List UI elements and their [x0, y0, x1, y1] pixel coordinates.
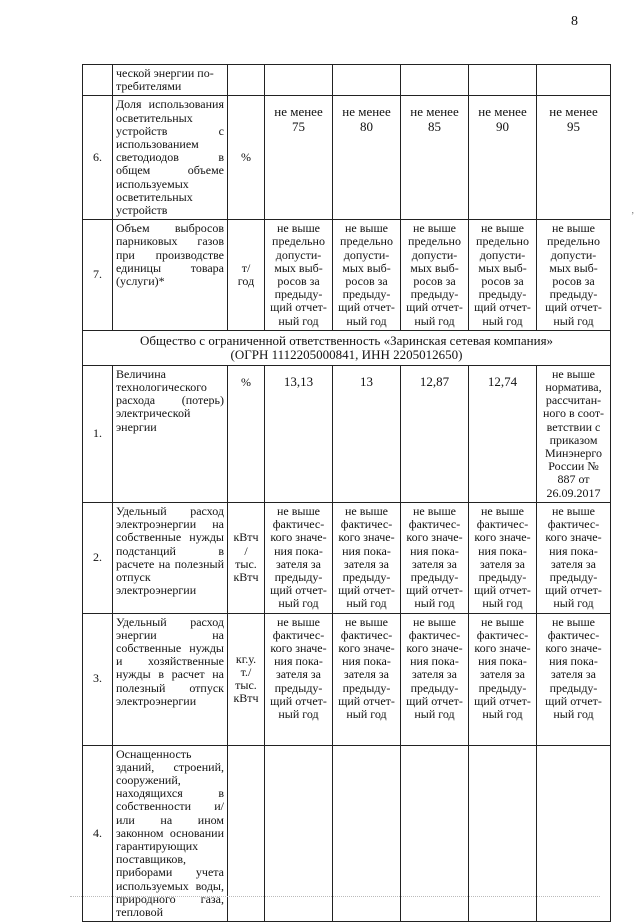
- target-value: не выше предельно допусти- мых выб- росов за предыду- щий отчет- ный год: [265, 220, 333, 331]
- cell-value: [469, 65, 537, 96]
- indicator-name: ческой энергии по- требителями: [113, 65, 228, 96]
- indicators-table: [82, 64, 611, 922]
- row-number: 6.: [83, 96, 113, 220]
- target-value: не выше фактичес- кого значе- ния пока- зателя за предыду- щий отчет- ный год: [537, 502, 611, 613]
- target-value: не выше фактичес- кого значе- ния пока- зателя за предыду- щий отчет- ный год: [469, 613, 537, 745]
- organization-header-row: [83, 330, 611, 365]
- indicator-name: Оснащенность зданий, строений, сооружений, находящихся в собственности и/ или на ином законном основании гарантирующих поставщиков, приборами учета используемых воды, природного газа, тепловой: [113, 745, 228, 922]
- cell-value: [333, 65, 401, 96]
- target-value: не выше фактичес- кого значе- ния пока- зателя за предыду- щий отчет- ный год: [333, 613, 401, 745]
- row-number: 2.: [83, 502, 113, 613]
- organization-ids: (ОГРН 1112205000841, ИНН 2205012650): [230, 346, 463, 362]
- indicator-name: Доля использования осветительных устройств с использованием светодиодов в общем объеме используемых осветительных устройств: [113, 96, 228, 220]
- page-edge-line: [70, 896, 600, 897]
- table-row-continuation: [83, 65, 611, 96]
- target-value: не выше норматива, рассчитан- ного в соот- ветствии с приказом Минэнерго России № 887 от 26.09.2017: [537, 365, 611, 502]
- target-value: не выше фактичес- кого значе- ния пока- зателя за предыду- щий отчет- ный год: [265, 502, 333, 613]
- row-number: 4.: [83, 745, 113, 922]
- target-value: не менее 85: [401, 96, 469, 220]
- target-value: не менее 95: [537, 96, 611, 220]
- target-value: не выше фактичес- кого значе- ния пока- зателя за предыду- щий отчет- ный год: [401, 502, 469, 613]
- row-number: 7.: [83, 220, 113, 331]
- indicator-name: Удельный расход энергии на собственные нужды и хозяйственные нужды в расчет на полезный отпуск электроэнергии: [113, 613, 228, 745]
- target-value: не выше фактичес- кого значе- ния пока- зателя за предыду- щий отчет- ный год: [333, 502, 401, 613]
- target-value: не выше предельно допусти- мых выб- росов за предыду- щий отчет- ный год: [401, 220, 469, 331]
- table-row-3: [83, 613, 611, 745]
- target-value: не менее 75: [265, 96, 333, 220]
- cell-value: [265, 65, 333, 96]
- unit-cell: кг.у. т./ тыс. кВтч: [228, 613, 265, 745]
- target-value: 12,87: [401, 365, 469, 502]
- cell-value: [537, 65, 611, 96]
- row-number: 3.: [83, 613, 113, 745]
- cell-value: [401, 65, 469, 96]
- unit-cell: т/ год: [228, 220, 265, 331]
- organization-name: Общество с ограниченной ответственность «Заринская сетевая компания»: [139, 332, 554, 348]
- target-value: не выше фактичес- кого значе- ния пока- зателя за предыду- щий отчет- ный год: [401, 613, 469, 745]
- unit-cell: %: [228, 365, 265, 502]
- margin-mark: ,: [631, 205, 634, 216]
- cell-unit: [228, 65, 265, 96]
- table-row-7: [83, 220, 611, 331]
- indicator-name: Удельный расход электроэнергии на собственные нужды подстанций в расчете на полезный отпуск электроэнергии: [113, 502, 228, 613]
- unit-cell: %: [228, 96, 265, 220]
- unit-cell: кВтч / тыс. кВтч: [228, 502, 265, 613]
- target-value: 12,74: [469, 365, 537, 502]
- table-row-2: [83, 502, 611, 613]
- indicator-name: Объем выбросов парниковых газов при производстве единицы товара (услуги)*: [113, 220, 228, 331]
- target-value: не выше предельно допусти- мых выб- росов за предыду- щий отчет- ный год: [537, 220, 611, 331]
- target-value: не менее 90: [469, 96, 537, 220]
- target-value: не менее 80: [333, 96, 401, 220]
- target-value: 13,13: [265, 365, 333, 502]
- table-row-1: [83, 365, 611, 502]
- target-value: 13: [333, 365, 401, 502]
- indicator-name: Величина технологического расхода (потерь) электрической энергии: [113, 365, 228, 502]
- row-number: 1.: [83, 365, 113, 502]
- organization-header: [83, 330, 611, 365]
- target-value: не выше фактичес- кого значе- ния пока- зателя за предыду- щий отчет- ный год: [265, 613, 333, 745]
- cell-num: [83, 65, 113, 96]
- target-value: не выше предельно допусти- мых выб- росов за предыду- щий отчет- ный год: [333, 220, 401, 331]
- page-number: 8: [571, 14, 578, 29]
- target-value: не выше предельно допусти- мых выб- росов за предыду- щий отчет- ный год: [469, 220, 537, 331]
- target-value: не выше фактичес- кого значе- ния пока- зателя за предыду- щий отчет- ный год: [537, 613, 611, 745]
- target-value: не выше фактичес- кого значе- ния пока- зателя за предыду- щий отчет- ный год: [469, 502, 537, 613]
- table-row-6: [83, 96, 611, 220]
